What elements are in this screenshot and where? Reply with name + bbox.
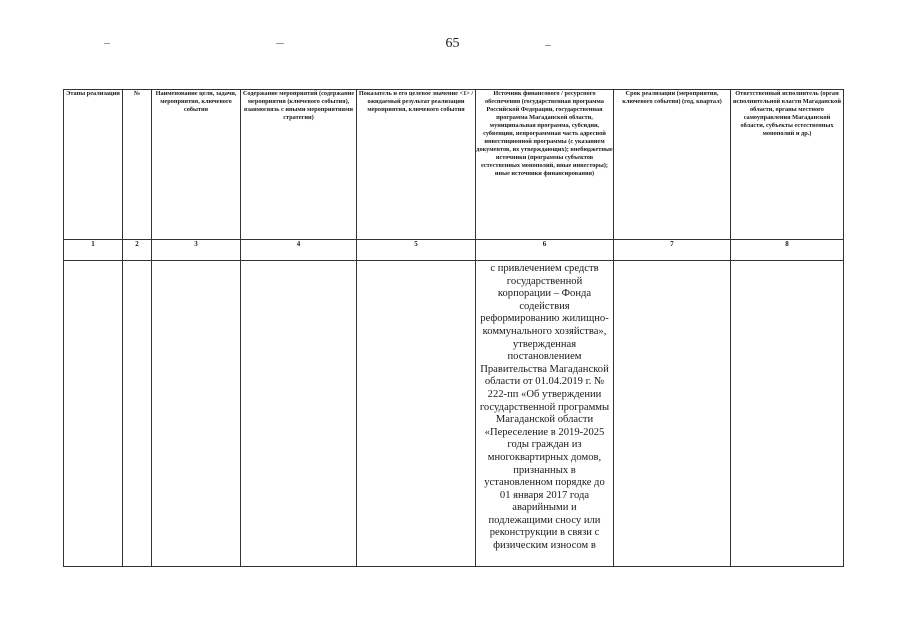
column-number-row: [64, 240, 844, 261]
header-row: [64, 90, 844, 240]
page-number: 65: [445, 36, 460, 51]
cell-term: [614, 261, 731, 567]
cell-indicator: [357, 261, 476, 567]
column-number: 7: [614, 240, 731, 261]
funding-source-text: с привлечением средств государственной корпорации – Фонда содействия реформированию жилищно-коммунального хозяйства», утвержденная постановлением Правительства Магаданской области от 01.04.2019 г. № 222-пп «Об утверждении государственной программы Магаданской области «Переселение в 2019-2025 годы граждан из многоквартирных домов, признанных в установленном порядке до 01 января 2017 года аварийными и подлежащими сносу или реконструкции в связи с физическим износом в: [479, 263, 610, 552]
header-name: Наименование цели, задачи, мероприятия, ключевого события: [152, 90, 241, 240]
column-number: 8: [731, 240, 844, 261]
cell-name: [152, 261, 241, 567]
cell-number: [123, 261, 152, 567]
cell-funding-source: [476, 261, 614, 567]
cell-content: [241, 261, 357, 567]
column-number: 2: [123, 240, 152, 261]
column-number: 4: [241, 240, 357, 261]
cell-responsible: [731, 261, 844, 567]
column-number: 3: [152, 240, 241, 261]
header-content: Содержание мероприятий (содержание мероприятия (ключевого события), взаимосвязь с иными мероприятиями стратегии): [241, 90, 357, 240]
column-number: 5: [357, 240, 476, 261]
header-term: Срок реализации (мероприятия, ключевого события) (год, квартал): [614, 90, 731, 240]
table-row: [64, 261, 844, 567]
strategy-table: [63, 89, 844, 567]
header-stages: Этапы реализации: [64, 90, 123, 240]
header-number: №: [123, 90, 152, 240]
column-number: 6: [476, 240, 614, 261]
header-funding-source: Источник финансового / ресурсного обеспечения (государственная программа Российской Федерации, государственная программа Магаданской области, муниципальная программа, субсидии, субвенции, непрограммная часть адресной инвестиционной программы (с указанием документов, их утверждающих); внебюджетные источники (программы субъектов естественных монополий, иные инвесторы); иные источники финансирования): [476, 90, 614, 240]
cell-stages: [64, 261, 123, 567]
header-indicator: Показатель и его целевое значение <1> /ожидаемый результат реализации мероприятия, ключевого события: [357, 90, 476, 240]
column-number: 1: [64, 240, 123, 261]
header-responsible: Ответственный исполнитель (орган исполнительной власти Магаданской области, органы местного самоуправления Магаданской области, субъекты естественных монополий и др.): [731, 90, 844, 240]
